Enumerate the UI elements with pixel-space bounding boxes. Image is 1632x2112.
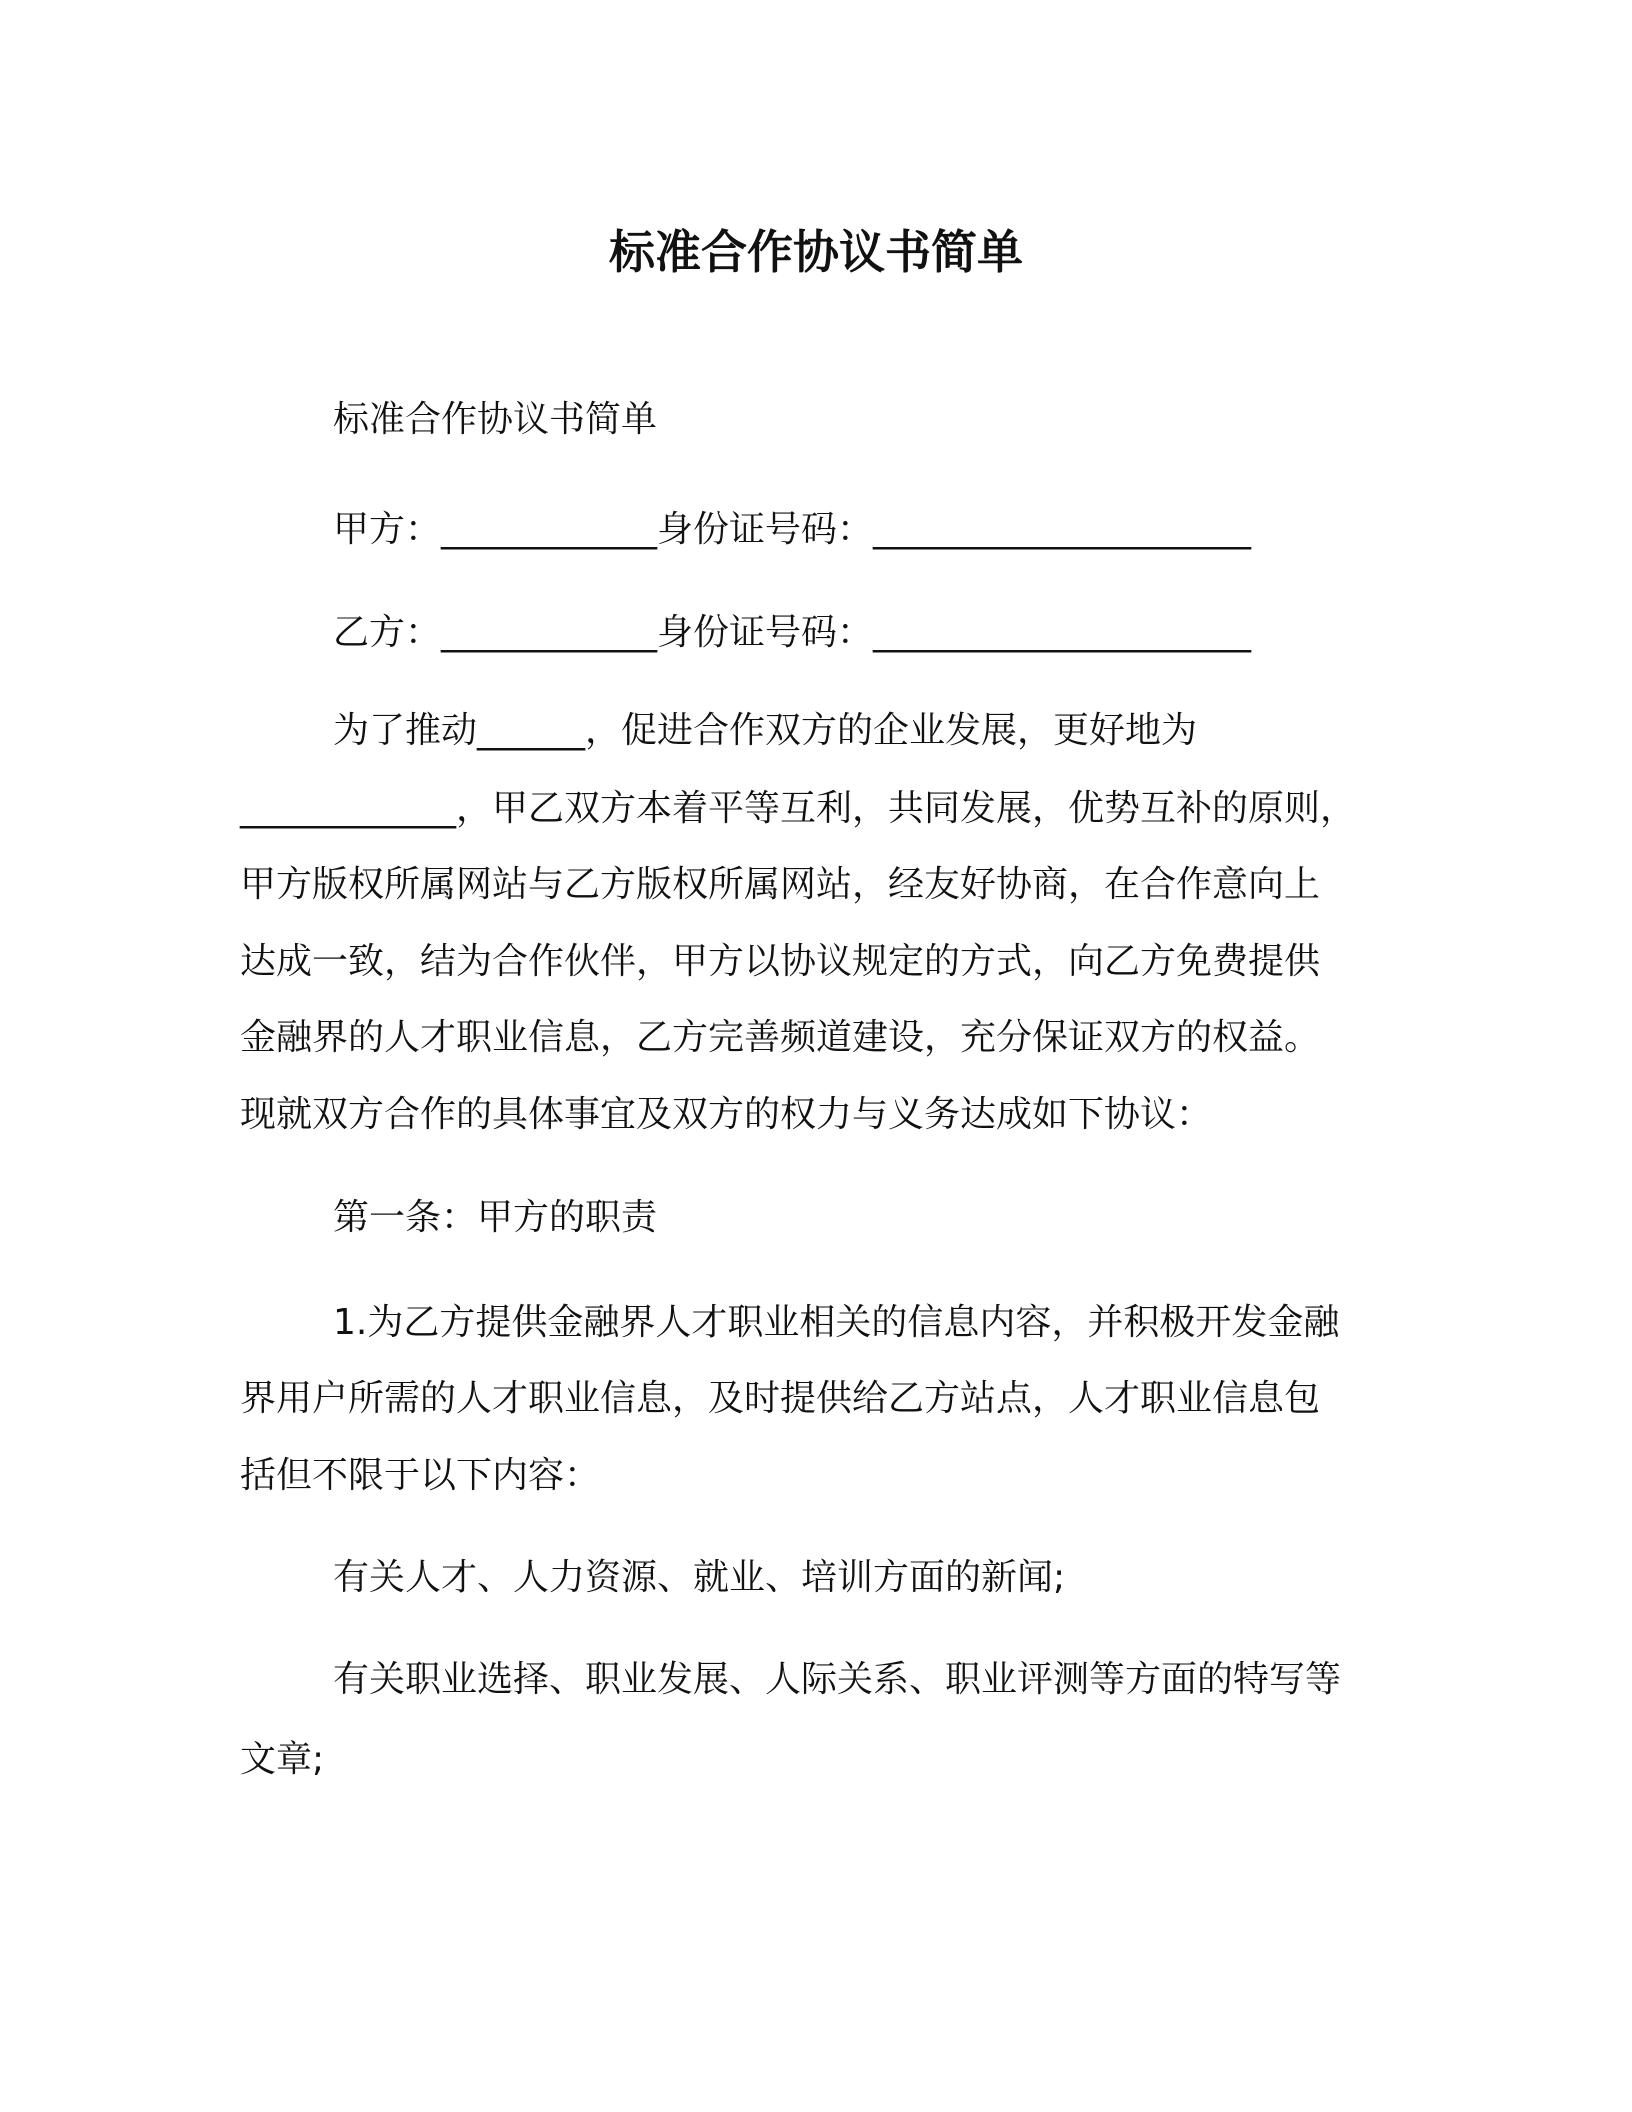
preamble-line: 金融界的人才职业信息，乙方完善频道建设，充分保证双方的权益。: [240, 1017, 1321, 1058]
document-title: 标准合作协议书简单: [609, 225, 1023, 279]
preamble-line: ____________，甲乙双方本着平等互利，共同发展，优势互补的原则，: [240, 788, 1357, 829]
preamble-line: 现就双方合作的具体事宜及双方的权力与义务达成如下协议：: [240, 1094, 1213, 1135]
article-1-item-line: 界用户所需的人才职业信息，及时提供给乙方站点，人才职业信息包: [240, 1378, 1321, 1419]
party-b-line: 乙方：____________身份证号码：_____________________: [333, 612, 1252, 653]
content-item-news: 有关人才、人力资源、就业、培训方面的新闻;: [333, 1557, 1066, 1598]
content-item-articles-line: 有关职业选择、职业发展、人际关系、职业评测等方面的特写等: [333, 1659, 1342, 1700]
preamble-line: 甲方版权所属网站与乙方版权所属网站，经友好协商，在合作意向上: [240, 864, 1321, 905]
article-1-item-line: 1.为乙方提供金融界人才职业相关的信息内容，并积极开发金融: [333, 1302, 1340, 1343]
article-1-heading: 第一条：甲方的职责: [333, 1197, 658, 1238]
preamble-line: 为了推动______，促进合作双方的企业发展，更好地为: [333, 710, 1198, 751]
preamble-line: 达成一致，结为合作伙伴，甲方以协议规定的方式，向乙方免费提供: [240, 941, 1321, 982]
article-1-item-line: 括但不限于以下内容：: [240, 1455, 601, 1496]
content-item-articles-line: 文章;: [240, 1739, 325, 1780]
party-a-line: 甲方：____________身份证号码：_____________________: [333, 509, 1252, 550]
document-subtitle: 标准合作协议书简单: [333, 399, 658, 440]
